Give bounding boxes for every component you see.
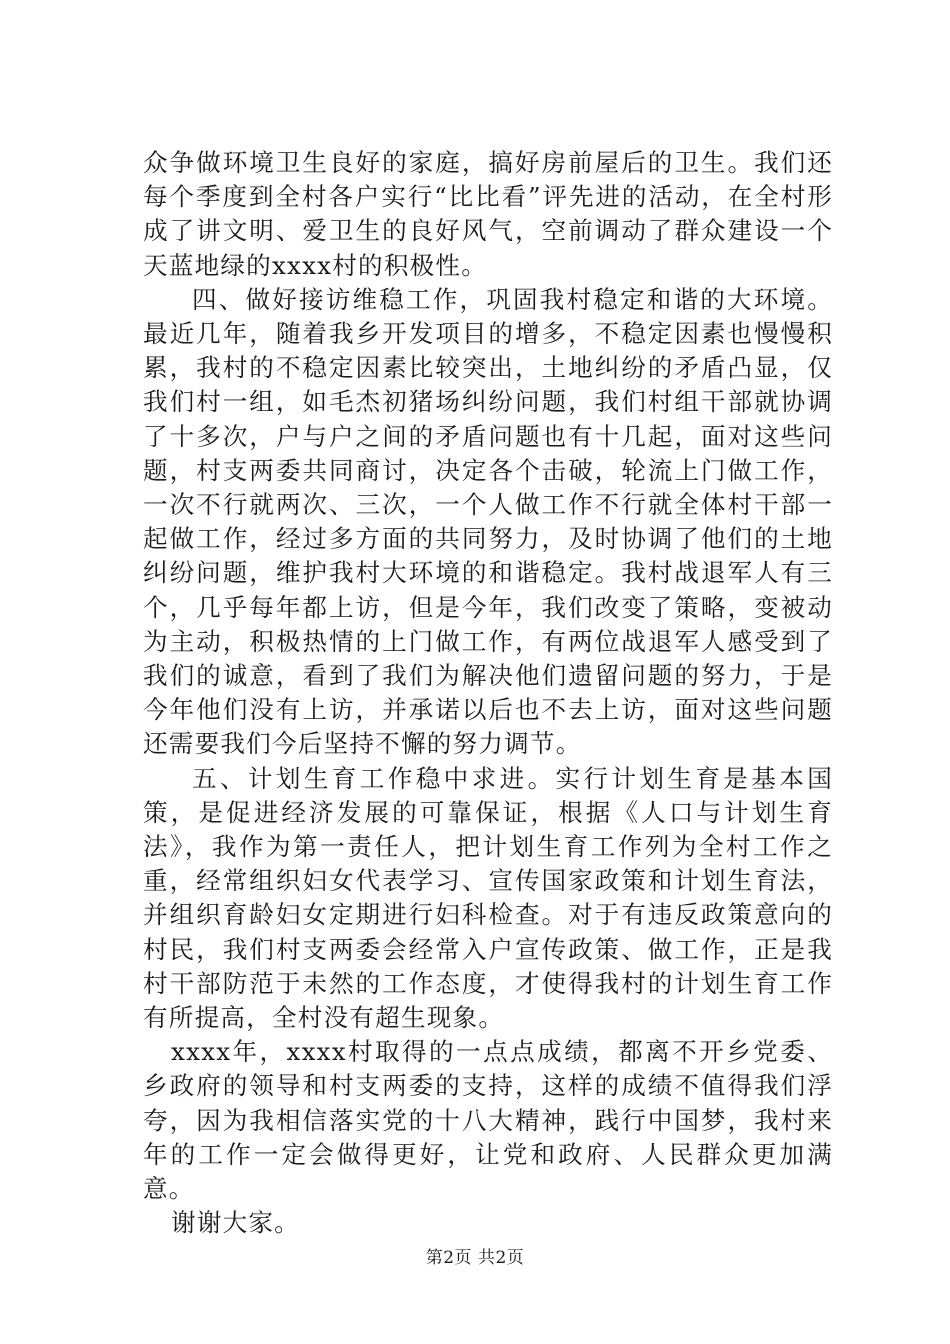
page-number-footer: 第2页 共2页 [425, 1248, 525, 1268]
paragraph-stability-work: 四、做好接访维稳工作，巩固我村稳定和谐的大环境。最近几年，随着我乡开发项目的增多，不稳定因素也慢慢积累，我村的不稳定因素比较突出，土地纠纷的矛盾凸显，仅我们村一组，如毛杰初猪场纠纷问题，我们村组干部就协调了十多次，户与户之间的矛盾问题也有十几起，面对这些问题，村支两委共同商讨，决定各个击破，轮流上门做工作，一次不行就两次、三次，一个人做工作不行就全体村干部一起做工作，经过多方面的共同努力，及时协调了他们的土地纠纷问题，维护我村大环境的和谐稳定。我村战退军人有三个，几乎每年都上访，但是今年，我们改变了策略，变被动为主动，积极热情的上门做工作，有两位战退军人感受到了我们的诚意，看到了我们为解决他们遗留问题的努力，于是今年他们没有上访，并承诺以后也不去上访，面对这些问题还需要我们今后坚持不懈的努力调节。 [143, 284, 833, 759]
paragraph-thanks: 谢谢大家。 [171, 1208, 300, 1238]
paragraph-sanitation-continued: 众争做环境卫生良好的家庭，搞好房前屋后的卫生。我们还每个季度到全村各户实行“比比看”评先进的活动，在全村形成了讲文明、爱卫生的良好风气，空前调动了群众建设一个天蓝地绿的xxxx村的积极性。 [143, 148, 833, 280]
paragraph-family-planning: 五、计划生育工作稳中求进。实行计划生育是基本国策，是促进经济发展的可靠保证，根据《人口与计划生育法》，我作为第一责任人，把计划生育工作列为全村工作之重，经常组织妇女代表学习、宣传国家政策和计划生育法，并组织育龄妇女定期进行妇科检查。对于有违反政策意向的村民，我们村支两委会经常入户宣传政策、做工作，正是我村干部防范于未然的工作态度，才使得我村的计划生育工作有所提高，全村没有超生现象。 [143, 763, 833, 1033]
paragraph-conclusion: xxxx年，xxxx村取得的一点点成绩，都离不开乡党委、乡政府的领导和村支两委的支持，这样的成绩不值得我们浮夸，因为我相信落实党的十八大精神，践行中国梦，我村来年的工作一定会做得更好，让党和政府、人民群众更加满意。 [143, 1037, 833, 1204]
document-body [143, 146, 833, 1241]
